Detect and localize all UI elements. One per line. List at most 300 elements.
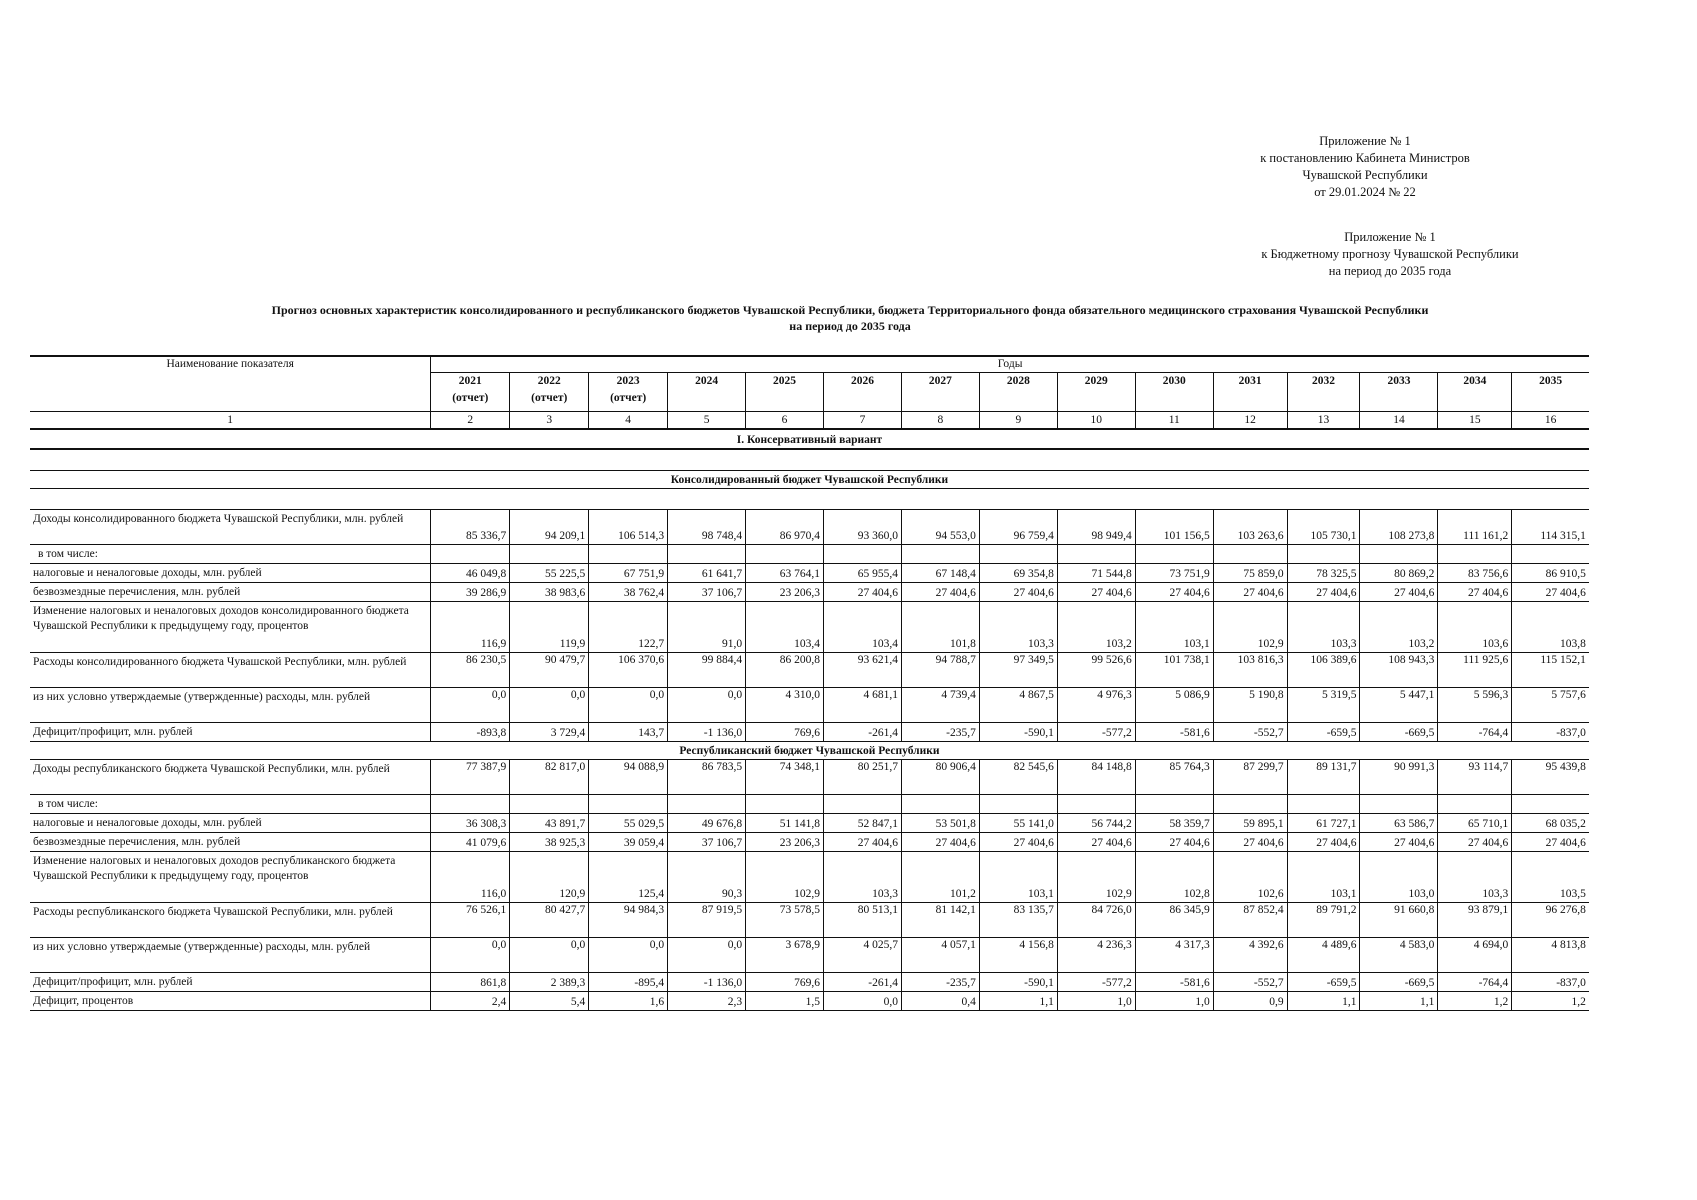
year-header [589, 373, 668, 412]
indicator-value [979, 545, 1057, 564]
indicator-value: 4 694,0 [1438, 938, 1512, 973]
indicator-value: 85 336,7 [431, 510, 510, 545]
indicator-value [1360, 545, 1438, 564]
indicator-value: 74 348,1 [746, 760, 824, 795]
column-number: 7 [824, 412, 902, 430]
indicator-value: -261,4 [824, 723, 902, 742]
indicator-value [1213, 545, 1287, 564]
year-header [431, 373, 510, 412]
indicator-value: 125,4 [589, 852, 668, 903]
indicator-value: 67 751,9 [589, 564, 668, 583]
indicator-name: Изменение налоговых и неналоговых доходов консолидированного бюджета Чувашской Республики к предыдущему году, процентов [30, 602, 431, 653]
indicator-value: 0,0 [668, 938, 746, 973]
indicator-value: 38 762,4 [589, 583, 668, 602]
indicator-value: 80 427,7 [510, 903, 589, 938]
indicator-value: 1,1 [1360, 992, 1438, 1011]
indicator-value: 102,8 [1135, 852, 1213, 903]
indicator-value: 89 791,2 [1287, 903, 1360, 938]
indicator-value: 36 308,3 [431, 814, 510, 833]
indicator-value: -577,2 [1057, 973, 1135, 992]
indicator-value: 27 404,6 [1512, 583, 1589, 602]
indicator-value: 27 404,6 [901, 833, 979, 852]
document-title-line: Прогноз основных характеристик консолидированного и республиканского бюджетов Чувашской Республики, бюджета Территориального фонда обязательного медицинского страхования Чувашской Республики [271, 303, 1429, 317]
column-header-name: Наименование показателя [30, 356, 431, 412]
indicator-value: 0,0 [510, 688, 589, 723]
indicator-value: 106 370,6 [589, 653, 668, 688]
table-row [30, 510, 1670, 545]
indicator-value: 103,4 [746, 602, 824, 653]
budget-forecast-table [30, 355, 1670, 1011]
attachment-line: на период до 2035 года [1328, 264, 1452, 278]
indicator-value [1438, 545, 1512, 564]
indicator-value: 86 970,4 [746, 510, 824, 545]
year-header [668, 373, 746, 412]
indicator-value: 101 738,1 [1135, 653, 1213, 688]
indicator-value: 3 729,4 [510, 723, 589, 742]
indicator-value: 59 895,1 [1213, 814, 1287, 833]
column-number: 9 [979, 412, 1057, 430]
year-note: (отчет) [610, 392, 647, 404]
indicator-value: 102,6 [1213, 852, 1287, 903]
indicator-value: 103,3 [979, 602, 1057, 653]
table-row [30, 973, 1670, 992]
year-label: 2034 [1463, 375, 1487, 387]
indicator-value: 116,9 [431, 602, 510, 653]
indicator-value: 5 190,8 [1213, 688, 1287, 723]
indicator-value: 108 943,3 [1360, 653, 1438, 688]
indicator-value: 103,3 [1438, 852, 1512, 903]
indicator-value: 90 991,3 [1360, 760, 1438, 795]
year-label: 2028 [1006, 375, 1030, 387]
indicator-value: 4 681,1 [824, 688, 902, 723]
indicator-value: 27 404,6 [824, 583, 902, 602]
column-number: 5 [668, 412, 746, 430]
indicator-value: 91 660,8 [1360, 903, 1438, 938]
year-header [824, 373, 902, 412]
year-header [1360, 373, 1438, 412]
column-number: 2 [431, 412, 510, 430]
indicator-value: 27 404,6 [979, 583, 1057, 602]
indicator-value: 99 884,4 [668, 653, 746, 688]
indicator-value: 93 621,4 [824, 653, 902, 688]
indicator-value [510, 795, 589, 814]
indicator-value: 27 404,6 [1213, 583, 1287, 602]
indicator-value: 96 759,4 [979, 510, 1057, 545]
indicator-value [901, 545, 979, 564]
indicator-value: 37 106,7 [668, 833, 746, 852]
year-header [1512, 373, 1589, 412]
year-label: 2030 [1162, 375, 1186, 387]
spacer-cell [30, 449, 1589, 471]
column-number: 3 [510, 412, 589, 430]
indicator-value: -581,6 [1135, 973, 1213, 992]
indicator-value: 3 678,9 [746, 938, 824, 973]
indicator-name: Расходы консолидированного бюджета Чувашской Республики, млн. рублей [30, 653, 431, 688]
attachment-line: к постановлению Кабинета Министров [1260, 151, 1470, 165]
attachment-line: Приложение № 1 [1319, 134, 1411, 148]
table-row [30, 760, 1670, 795]
indicator-value: 87 852,4 [1213, 903, 1287, 938]
indicator-value: 39 059,4 [589, 833, 668, 852]
attachment-note-forecast [1230, 229, 1550, 280]
column-number: 12 [1213, 412, 1287, 430]
year-label: 2022 [537, 375, 561, 387]
indicator-value: 76 526,1 [431, 903, 510, 938]
year-note: (отчет) [531, 392, 568, 404]
indicator-value: 65 955,4 [824, 564, 902, 583]
indicator-value: 51 141,8 [746, 814, 824, 833]
indicator-value: 91,0 [668, 602, 746, 653]
indicator-value: -552,7 [1213, 723, 1287, 742]
year-header [1213, 373, 1287, 412]
indicator-value: 769,6 [746, 973, 824, 992]
indicator-value: 86 783,5 [668, 760, 746, 795]
indicator-value [979, 795, 1057, 814]
table-row [30, 992, 1670, 1011]
indicator-value: 0,0 [589, 938, 668, 973]
indicator-value: 103,1 [1135, 602, 1213, 653]
indicator-value: 82 817,0 [510, 760, 589, 795]
indicator-value: 87 299,7 [1213, 760, 1287, 795]
table-row [30, 583, 1670, 602]
indicator-value: 65 710,1 [1438, 814, 1512, 833]
indicator-value [1512, 795, 1589, 814]
indicator-value: 2 389,3 [510, 973, 589, 992]
indicator-value: 27 404,6 [1057, 583, 1135, 602]
indicator-value: 55 141,0 [979, 814, 1057, 833]
indicator-value: 58 359,7 [1135, 814, 1213, 833]
year-label: 2023 [616, 375, 640, 387]
indicator-value [668, 795, 746, 814]
indicator-value: 38 983,6 [510, 583, 589, 602]
indicator-value: 103,1 [1287, 852, 1360, 903]
indicator-name: в том числе: [30, 545, 431, 564]
indicator-value: 4 025,7 [824, 938, 902, 973]
indicator-value: 4 392,6 [1213, 938, 1287, 973]
indicator-value: 103,3 [824, 852, 902, 903]
indicator-value: 27 404,6 [1057, 833, 1135, 852]
indicator-name: налоговые и неналоговые доходы, млн. рублей [30, 814, 431, 833]
indicator-value [1135, 795, 1213, 814]
indicator-value: 67 148,4 [901, 564, 979, 583]
year-header [1438, 373, 1512, 412]
indicator-value: -895,4 [589, 973, 668, 992]
indicator-name: из них условно утверждаемые (утвержденные) расходы, млн. рублей [30, 938, 431, 973]
indicator-value [824, 545, 902, 564]
indicator-value: 94 984,3 [589, 903, 668, 938]
indicator-value: 4 057,1 [901, 938, 979, 973]
indicator-value [431, 545, 510, 564]
indicator-value: 93 114,7 [1438, 760, 1512, 795]
indicator-value: 27 404,6 [1360, 583, 1438, 602]
indicator-value: 0,0 [510, 938, 589, 973]
indicator-value: 83 756,6 [1438, 564, 1512, 583]
indicator-value [901, 795, 979, 814]
year-label: 2024 [695, 375, 719, 387]
table-row [30, 545, 1670, 564]
indicator-value: 84 148,8 [1057, 760, 1135, 795]
indicator-name: из них условно утверждаемые (утвержденные) расходы, млн. рублей [30, 688, 431, 723]
column-number: 14 [1360, 412, 1438, 430]
indicator-value: 101,2 [901, 852, 979, 903]
year-header [1135, 373, 1213, 412]
indicator-value: 80 513,1 [824, 903, 902, 938]
indicator-value: 78 325,5 [1287, 564, 1360, 583]
indicator-name: Расходы республиканского бюджета Чувашской Республики, млн. рублей [30, 903, 431, 938]
column-number: 1 [30, 412, 431, 430]
indicator-value: -590,1 [979, 973, 1057, 992]
indicator-value: 2,3 [668, 992, 746, 1011]
indicator-value: 53 501,8 [901, 814, 979, 833]
indicator-value [746, 545, 824, 564]
indicator-value: 115 152,1 [1512, 653, 1589, 688]
indicator-value: 82 545,6 [979, 760, 1057, 795]
indicator-value: 73 578,5 [746, 903, 824, 938]
indicator-value: 120,9 [510, 852, 589, 903]
indicator-value: -893,8 [431, 723, 510, 742]
indicator-value: 81 142,1 [901, 903, 979, 938]
indicator-value: 27 404,6 [1360, 833, 1438, 852]
indicator-value: 73 751,9 [1135, 564, 1213, 583]
spacer-cell [30, 489, 1589, 510]
indicator-value: 27 404,6 [1213, 833, 1287, 852]
indicator-name: Дефицит/профицит, млн. рублей [30, 973, 431, 992]
indicator-name: налоговые и неналоговые доходы, млн. рублей [30, 564, 431, 583]
indicator-value [589, 795, 668, 814]
column-number: 11 [1135, 412, 1213, 430]
indicator-value: 0,0 [589, 688, 668, 723]
indicator-value: 69 354,8 [979, 564, 1057, 583]
indicator-value: 80 869,2 [1360, 564, 1438, 583]
indicator-value: 56 744,2 [1057, 814, 1135, 833]
indicator-value [1213, 795, 1287, 814]
indicator-value: 111 925,6 [1438, 653, 1512, 688]
indicator-value [1360, 795, 1438, 814]
indicator-value: 4 583,0 [1360, 938, 1438, 973]
indicator-value: -1 136,0 [668, 723, 746, 742]
indicator-value: 98 748,4 [668, 510, 746, 545]
indicator-value: 93 360,0 [824, 510, 902, 545]
attachment-note-resolution [1230, 133, 1500, 201]
year-label: 2035 [1539, 375, 1563, 387]
indicator-value: 1,6 [589, 992, 668, 1011]
indicator-name: Доходы консолидированного бюджета Чувашской Республики, млн. рублей [30, 510, 431, 545]
indicator-value: -235,7 [901, 973, 979, 992]
indicator-value: 27 404,6 [1287, 583, 1360, 602]
indicator-value: 99 526,6 [1057, 653, 1135, 688]
indicator-value: 4 317,3 [1135, 938, 1213, 973]
spacer-row [30, 449, 1670, 471]
indicator-value: 37 106,7 [668, 583, 746, 602]
indicator-value: 27 404,6 [901, 583, 979, 602]
indicator-value: 85 764,3 [1135, 760, 1213, 795]
indicator-value: 27 404,6 [1135, 833, 1213, 852]
indicator-value [1287, 795, 1360, 814]
indicator-value: 1,1 [979, 992, 1057, 1011]
indicator-value: 86 910,5 [1512, 564, 1589, 583]
indicator-value: -590,1 [979, 723, 1057, 742]
spacer-row [30, 489, 1670, 510]
indicator-value: 108 273,8 [1360, 510, 1438, 545]
table-row [30, 795, 1670, 814]
indicator-value: 41 079,6 [431, 833, 510, 852]
indicator-value: 61 641,7 [668, 564, 746, 583]
year-note: (отчет) [452, 392, 489, 404]
table-row [30, 653, 1670, 688]
section-title: Консолидированный бюджет Чувашской Республики [30, 471, 1589, 489]
indicator-value [1135, 545, 1213, 564]
indicator-value [1512, 545, 1589, 564]
indicator-value: 4 489,6 [1287, 938, 1360, 973]
indicator-value: 80 906,4 [901, 760, 979, 795]
indicator-value: 27 404,6 [1512, 833, 1589, 852]
indicator-value: -235,7 [901, 723, 979, 742]
indicator-value: -764,4 [1438, 973, 1512, 992]
indicator-value [1057, 795, 1135, 814]
indicator-name: в том числе: [30, 795, 431, 814]
indicator-value [1057, 545, 1135, 564]
indicator-value: 0,0 [668, 688, 746, 723]
indicator-value: 98 949,4 [1057, 510, 1135, 545]
indicator-value: 86 200,8 [746, 653, 824, 688]
indicator-value: 87 919,5 [668, 903, 746, 938]
indicator-value: 0,0 [824, 992, 902, 1011]
indicator-value: 93 879,1 [1438, 903, 1512, 938]
indicator-value: 1,0 [1057, 992, 1135, 1011]
indicator-value: 4 976,3 [1057, 688, 1135, 723]
indicator-value: 23 206,3 [746, 833, 824, 852]
indicator-value: 4 236,3 [1057, 938, 1135, 973]
indicator-value: 0,0 [431, 938, 510, 973]
column-number: 8 [901, 412, 979, 430]
indicator-value: 84 726,0 [1057, 903, 1135, 938]
column-number: 16 [1512, 412, 1589, 430]
section-title-row [30, 742, 1670, 760]
variant-title: I. Консервативный вариант [30, 429, 1589, 449]
table-row [30, 564, 1670, 583]
indicator-value: 80 251,7 [824, 760, 902, 795]
attachment-line: к Бюджетному прогнозу Чувашской Республики [1261, 247, 1519, 261]
indicator-value: 5 447,1 [1360, 688, 1438, 723]
indicator-value: 27 404,6 [1438, 583, 1512, 602]
indicator-value: 89 131,7 [1287, 760, 1360, 795]
table-row [30, 688, 1670, 723]
indicator-value: 94 209,1 [510, 510, 589, 545]
indicator-value: 103,5 [1512, 852, 1589, 903]
table-row [30, 903, 1670, 938]
indicator-value: 0,0 [431, 688, 510, 723]
indicator-value: 5 086,9 [1135, 688, 1213, 723]
year-label: 2025 [773, 375, 797, 387]
table-row [30, 833, 1670, 852]
indicator-value: 23 206,3 [746, 583, 824, 602]
indicator-value: 0,4 [901, 992, 979, 1011]
year-label: 2026 [850, 375, 874, 387]
indicator-value: 95 439,8 [1512, 760, 1589, 795]
indicator-value: 114 315,1 [1512, 510, 1589, 545]
indicator-value: 4 813,8 [1512, 938, 1589, 973]
indicator-value: -659,5 [1287, 973, 1360, 992]
indicator-value: 101,8 [901, 602, 979, 653]
year-label: 2031 [1238, 375, 1262, 387]
indicator-value: 116,0 [431, 852, 510, 903]
indicator-value: 61 727,1 [1287, 814, 1360, 833]
indicator-value: -669,5 [1360, 973, 1438, 992]
indicator-value: 111 161,2 [1438, 510, 1512, 545]
indicator-name: Изменение налоговых и неналоговых доходов республиканского бюджета Чувашской Республики к предыдущему году, процентов [30, 852, 431, 903]
section-title: Республиканский бюджет Чувашской Республики [30, 742, 1589, 760]
indicator-name: безвозмездные перечисления, млн. рублей [30, 833, 431, 852]
indicator-value: 27 404,6 [1438, 833, 1512, 852]
document-title [150, 302, 1550, 334]
indicator-value [746, 795, 824, 814]
attachment-line: Чувашской Республики [1302, 168, 1428, 182]
indicator-value: 1,1 [1287, 992, 1360, 1011]
year-label: 2027 [928, 375, 952, 387]
column-number: 6 [746, 412, 824, 430]
indicator-value: 103,2 [1057, 602, 1135, 653]
indicator-value: 27 404,6 [979, 833, 1057, 852]
indicator-value [510, 545, 589, 564]
indicator-value [1438, 795, 1512, 814]
indicator-value: 769,6 [746, 723, 824, 742]
indicator-value: 0,9 [1213, 992, 1287, 1011]
indicator-value: 106 514,3 [589, 510, 668, 545]
table-row [30, 602, 1670, 653]
indicator-value: 106 389,6 [1287, 653, 1360, 688]
indicator-value: 52 847,1 [824, 814, 902, 833]
indicator-value: 861,8 [431, 973, 510, 992]
indicator-value: 103 816,3 [1213, 653, 1287, 688]
indicator-value: 101 156,5 [1135, 510, 1213, 545]
indicator-value: 55 225,5 [510, 564, 589, 583]
indicator-value: 49 676,8 [668, 814, 746, 833]
indicator-value: 1,2 [1512, 992, 1589, 1011]
indicator-value: 27 404,6 [824, 833, 902, 852]
table-row [30, 723, 1670, 742]
indicator-value: 94 553,0 [901, 510, 979, 545]
indicator-value: 103,1 [979, 852, 1057, 903]
indicator-value: 102,9 [1213, 602, 1287, 653]
column-number: 10 [1057, 412, 1135, 430]
year-label: 2032 [1312, 375, 1336, 387]
indicator-value: 38 925,3 [510, 833, 589, 852]
indicator-value: 143,7 [589, 723, 668, 742]
indicator-value: -669,5 [1360, 723, 1438, 742]
indicator-value [1287, 545, 1360, 564]
indicator-value: 103 263,6 [1213, 510, 1287, 545]
indicator-name: безвозмездные перечисления, млн. рублей [30, 583, 431, 602]
indicator-value: 1,5 [746, 992, 824, 1011]
indicator-value: 103,8 [1512, 602, 1589, 653]
indicator-value: 90,3 [668, 852, 746, 903]
year-header [510, 373, 589, 412]
year-label: 2021 [458, 375, 482, 387]
indicator-value: 68 035,2 [1512, 814, 1589, 833]
column-number: 15 [1438, 412, 1512, 430]
indicator-value [824, 795, 902, 814]
indicator-value: 46 049,8 [431, 564, 510, 583]
indicator-value: 1,0 [1135, 992, 1213, 1011]
indicator-value: 4 156,8 [979, 938, 1057, 973]
indicator-name: Дефицит/профицит, млн. рублей [30, 723, 431, 742]
indicator-value: 96 276,8 [1512, 903, 1589, 938]
indicator-value: -1 136,0 [668, 973, 746, 992]
document-title-line: на период до 2035 года [789, 319, 911, 333]
indicator-value: 122,7 [589, 602, 668, 653]
attachment-line: от 29.01.2024 № 22 [1314, 185, 1416, 199]
indicator-value: 5,4 [510, 992, 589, 1011]
